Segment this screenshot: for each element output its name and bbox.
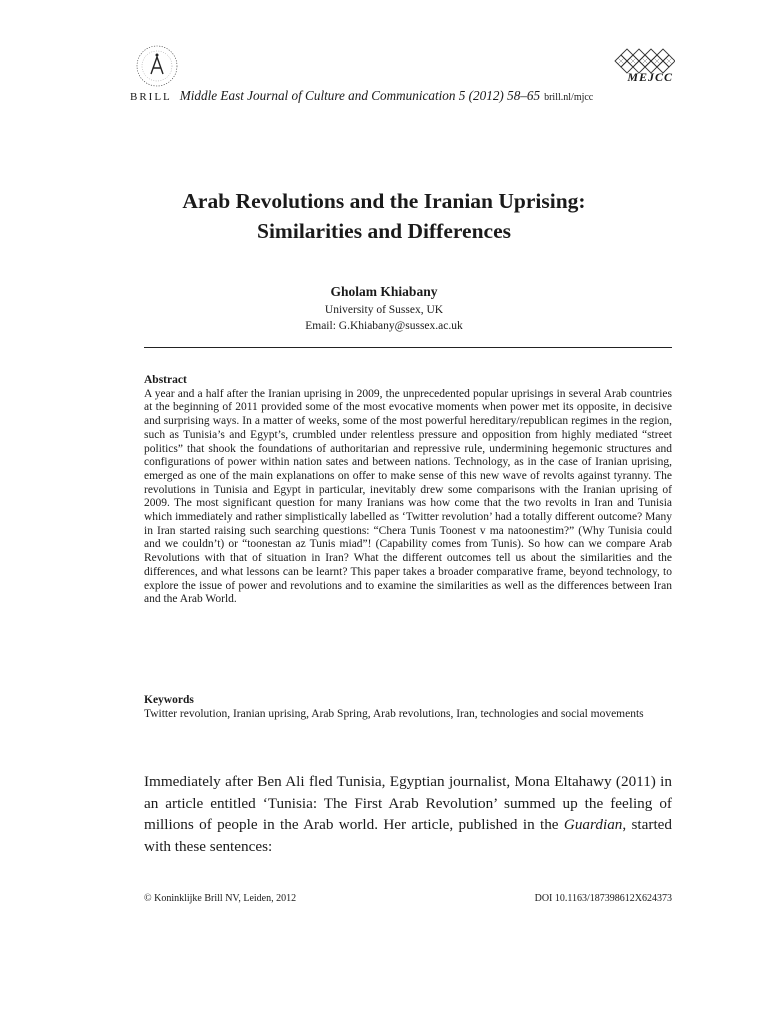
author-name: Gholam Khiabany [330,284,438,299]
brill-logo-icon [135,44,179,88]
journal-header [130,40,675,110]
footer-doi: DOI 10.1163/187398612X624373 [534,893,672,904]
body-text-end: , started with these sentences: [144,816,672,855]
journal-url: brill.nl/mjcc [544,92,594,103]
journal-citation-line [130,88,675,104]
author-affiliation: University of Sussex, UK [324,304,444,316]
page-footer [144,893,672,904]
body-text-italic: Guardian [563,816,623,833]
article-title [100,186,668,246]
publisher-name: BRILL [130,91,172,103]
abstract-section [144,374,672,607]
title-line-1: Arab Revolutions and the Iranian Uprising: [182,189,586,213]
abstract-text: A year and a half after the Iranian uprising in 2009, the unprecedented popular uprisings in several Arab countries at the beginning of 2011 provided some of the most evocative moments when power met its opposite, in decisive and surprising ways. In a matter of weeks, some of the most powerful hereditary/republican regimes in the region, such as Tunisia’s and Egypt’s, crumbled under relentless pressure and opposition from highly mediated “street politics” that shook the foundations of authoritarian and repressive rule, undermining hegemonic structures and configurations of power within nation sates and between nations. Technology, as in the case of Iranian uprising, emerged as one of the main explanations on offer to make sense of this new wave of revolts against tyranny. The revolutions in Tunisia and Egypt in particular, inevitably drew some comparisons with the Iranian uprising of 2009. The most significant question for many Iranians was how come that the two revolts in Iran and Tunisia which immediately and rather simplistically labelled as ‘Twitter revolution’ had a totally different outcome? Many in Iran started raising such searching questions: “Chera Tunis Toonest v ma natoonestim?” (Why Tunisia could and we couldn’t) or “toonestan az Tunis miad”! (Capability comes from Tunis). So how can we compare Arab Revolutions with that of situation in Iran? What the different outcomes tell us about the similarities and the differences, and what lessons can be learnt? This paper takes a broader comparative frame, beyond technology, to explore the issue of power and revolutions and to examine the similarities as well as the differences between Iran and the Arab World. [144,387,672,606]
title-line-2: Similarities and Differences [257,219,511,243]
body-text-start: Immediately after Ben Ali fled Tunisia, Egyptian journalist, Mona Eltahawy (2011) in an article entitled ‘Tunisia: The First Arab Revolution’ summed up the feeling of millions of people in the Arab world. Her article, published in the [144,773,672,833]
journal-citation: Middle East Journal of Culture and Communication 5 (2012) 58–65 [179,88,541,103]
author-email: Email: G.Khiabany@sussex.ac.uk [305,320,463,332]
author-block [100,284,668,334]
mejcc-label: MEJCC [627,70,673,84]
abstract-heading: Abstract [144,374,187,386]
header-rule [144,347,672,348]
body-paragraph [144,771,672,857]
footer-copyright: © Koninklijke Brill NV, Leiden, 2012 [144,893,297,904]
keywords-text: Twitter revolution, Iranian uprising, Arab Spring, Arab revolutions, Iran, technologies and social movements [144,707,644,720]
keywords-section [144,694,672,721]
keywords-heading: Keywords [144,694,194,706]
